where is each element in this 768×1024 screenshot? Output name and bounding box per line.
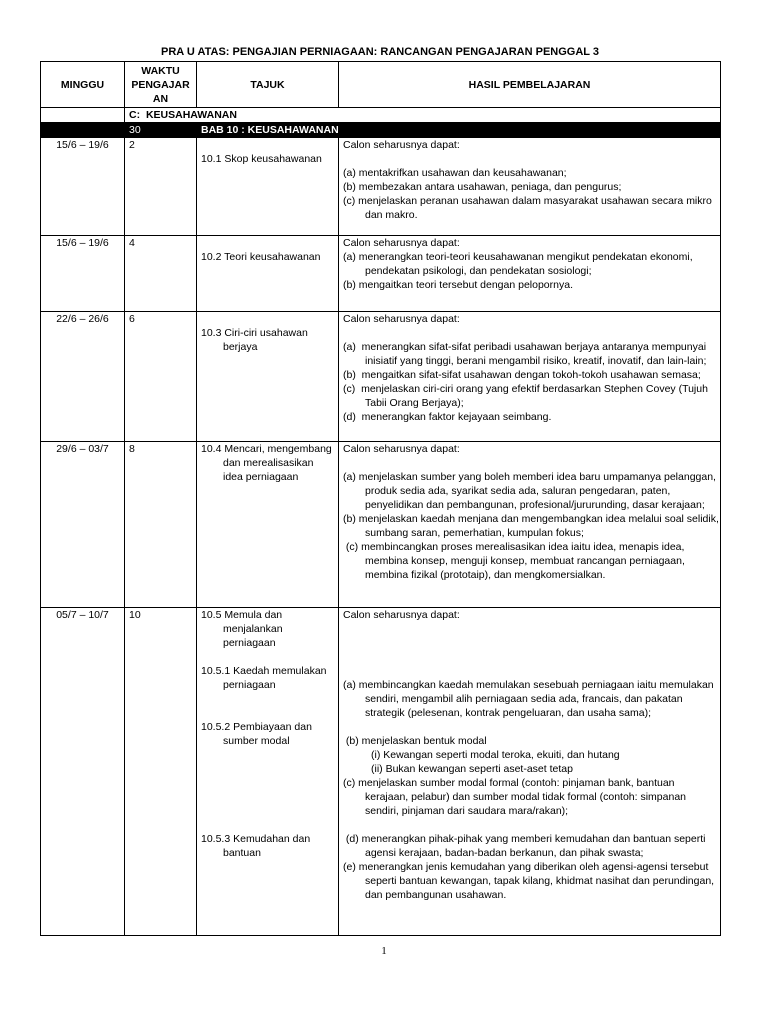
hasil-line: produk sedia ada, syarikat sedia ada, saluran pengedaran, paten, <box>365 485 671 497</box>
hasil-line: (d) menerangkan faktor kejayaan seimbang. <box>343 411 552 423</box>
tajuk-line: 10.5.3 Kemudahan dan <box>201 833 311 845</box>
hasil-line <box>343 326 716 340</box>
minggu-cell: 15/6 – 19/6 <box>41 138 125 236</box>
tajuk-line: 10.3 Ciri-ciri usahawan <box>201 327 308 339</box>
table-row <box>41 312 721 442</box>
header-minggu: MINGGU <box>41 62 125 108</box>
hasil-line: (c) membincangkan proses merealisasikan idea iaitu idea, menapis idea, <box>343 541 685 553</box>
hasil-line: membina konsep, menguji konsep, membuat rancangan perniagaan, <box>365 555 685 567</box>
tajuk-line: berjaya <box>223 341 258 353</box>
minggu-cell: 05/7 – 10/7 <box>41 608 125 936</box>
table-row <box>41 608 721 936</box>
hasil-line: sendiri, mengambil alih perniagaan sedia ada, francais, dan pakatan <box>365 693 683 705</box>
tajuk-line: 10.5.1 Kaedah memulakan <box>201 665 327 677</box>
tajuk-line <box>201 776 334 790</box>
minggu-cell: 22/6 – 26/6 <box>41 312 125 442</box>
tajuk-line <box>201 804 334 818</box>
hasil-line: Calon seharusnya dapat: <box>343 313 460 325</box>
lesson-plan-table <box>40 61 721 936</box>
hasil-line: agensi kerajaan, badan-badan berkanun, dan pihak swasta; <box>365 847 644 859</box>
hasil-line: (a) menerangkan teori-teori keusahawanan mengikut pendekatan ekonomi, <box>343 251 693 263</box>
tajuk-line: perniagaan <box>223 679 276 691</box>
tajuk-line: 10.5.2 Pembiayaan dan <box>201 721 312 733</box>
hasil-line: dan pembangunan usahawan. <box>365 889 507 901</box>
hasil-line: seperti bantuan kewangan, tapak kilang, khidmat nasihat dan perundingan, <box>365 875 715 887</box>
tajuk-line <box>201 748 334 762</box>
header-hasil-pembelajaran: HASIL PEMBELAJARAN <box>339 62 721 108</box>
bab-title: BAB 10 : KEUSAHAWANAN <box>197 123 721 138</box>
hasil-line: (b) menjelaskan kaedah menjana dan mengembangkan idea melalui soal selidik, <box>343 513 719 525</box>
hasil-pembelajaran-cell <box>339 442 721 608</box>
tajuk-cell <box>197 442 339 608</box>
tajuk-cell <box>197 608 339 936</box>
hasil-line: pendekatan psikologi, dan pendekatan sosiologi; <box>365 265 592 277</box>
tajuk-line: sumber modal <box>223 735 290 747</box>
tajuk-line: 10.2 Teori keusahawanan <box>201 251 321 263</box>
tajuk-line <box>201 650 334 664</box>
hasil-line: Tabii Orang Berjaya); <box>365 397 464 409</box>
header-waktu-line2: PENGAJAR <box>131 78 190 91</box>
tajuk-line: perniagaan <box>223 637 276 649</box>
bab-hours: 30 <box>125 123 197 138</box>
hasil-line: Calon seharusnya dapat: <box>343 609 460 621</box>
hasil-line: Calon seharusnya dapat: <box>343 237 460 249</box>
tajuk-line: dan merealisasikan <box>223 457 314 469</box>
hasil-line <box>343 664 716 678</box>
waktu-cell: 8 <box>125 442 197 608</box>
hasil-line <box>343 152 716 166</box>
hasil-line: Calon seharusnya dapat: <box>343 443 460 455</box>
hasil-line: (b) mengaitkan teori tersebut dengan pelopornya. <box>343 279 573 291</box>
hasil-line: (c) menjelaskan sumber modal formal (contoh: pinjaman bank, bantuan <box>343 777 675 789</box>
tajuk-line <box>201 762 334 776</box>
tajuk-cell <box>197 138 339 236</box>
waktu-cell: 2 <box>125 138 197 236</box>
tajuk-line: 10.1 Skop keusahawanan <box>201 153 322 165</box>
hasil-line <box>343 456 716 470</box>
hasil-line <box>343 636 716 650</box>
hasil-line <box>343 720 716 734</box>
hasil-line: (a) mentakrifkan usahawan dan keusahawanan; <box>343 167 567 179</box>
section-row <box>41 108 721 123</box>
hasil-line <box>343 650 716 664</box>
table-header-row <box>41 62 721 108</box>
hasil-pembelajaran-cell <box>339 236 721 312</box>
tajuk-line <box>201 706 334 720</box>
hasil-line: (c) menjelaskan peranan usahawan dalam masyarakat usahawan secara mikro <box>343 195 712 207</box>
section-label <box>125 108 721 123</box>
hasil-pembelajaran-cell <box>339 312 721 442</box>
waktu-cell: 4 <box>125 236 197 312</box>
hasil-line: (b) membezakan antara usahawan, peniaga, dan pengurus; <box>343 181 622 193</box>
minggu-cell: 15/6 – 19/6 <box>41 236 125 312</box>
tajuk-line: 10.4 Mencari, mengembang <box>201 443 332 455</box>
waktu-cell: 6 <box>125 312 197 442</box>
tajuk-cell <box>197 312 339 442</box>
waktu-cell: 10 <box>125 608 197 936</box>
hasil-line: dan makro. <box>365 209 418 221</box>
section-empty-cell <box>41 108 125 123</box>
hasil-line: (a) menjelaskan sumber yang boleh memberi idea baru umpamanya pelanggan, <box>343 471 716 483</box>
hasil-line: (a) menerangkan sifat-sifat peribadi usahawan berjaya antaranya mempunyai <box>343 341 707 353</box>
tajuk-line <box>201 692 334 706</box>
tajuk-line <box>201 138 334 152</box>
page-number: 1 <box>381 945 387 957</box>
hasil-line: strategik (pelesenan, kontrak pengeluaran, dan usaha sama); <box>365 707 652 719</box>
hasil-line: (b) menjelaskan bentuk modal <box>343 735 487 747</box>
table-row <box>41 236 721 312</box>
hasil-line: (d) menerangkan pihak-pihak yang memberi kemudahan dan bantuan seperti <box>343 833 706 845</box>
hasil-line: sumbang saran, pemerhatian, kumpulan fokus; <box>365 527 584 539</box>
tajuk-line: bantuan <box>223 847 261 859</box>
table-row <box>41 138 721 236</box>
tajuk-line: menjalankan <box>223 623 283 635</box>
hasil-line: inisiatif yang tinggi, berani mengambil risiko, kreatif, inovatif, dan lain-lain; <box>365 355 707 367</box>
hasil-line: (c) menjelaskan ciri-ciri orang yang efektif berdasarkan Stephen Covey (Tujuh <box>343 383 708 395</box>
hasil-line: (b) mengaitkan sifat-sifat usahawan dengan tokoh-tokoh usahawan semasa; <box>343 369 701 381</box>
hasil-line: kerajaan, pelabur) dan sumber modal tidak formal (contoh: simpanan <box>365 791 687 803</box>
hasil-line <box>343 818 716 832</box>
hasil-line: (i) Kewangan seperti modal teroka, ekuiti, dan hutang <box>371 749 620 761</box>
minggu-cell: 29/6 – 03/7 <box>41 442 125 608</box>
header-waktu-line1: WAKTU <box>141 64 180 77</box>
hasil-pembelajaran-cell <box>339 138 721 236</box>
bab-empty-cell <box>41 123 125 138</box>
tajuk-line <box>201 236 334 250</box>
hasil-line: penyelidikan dan pembangunan, profesional/jururunding, dasar kerajaan; <box>365 499 705 511</box>
header-waktu-pengajaran <box>125 62 197 108</box>
tajuk-line <box>201 312 334 326</box>
tajuk-cell <box>197 236 339 312</box>
hasil-line: sendiri, pinjaman dari saudara mara/rakan); <box>365 805 569 817</box>
bab-row <box>41 123 721 138</box>
hasil-line: (ii) Bukan kewangan seperti aset-aset tetap <box>371 763 573 775</box>
hasil-line: membina fizikal (prototaip), dan mengkomersialkan. <box>365 569 606 581</box>
table-row <box>41 442 721 608</box>
tajuk-line: 10.5 Memula dan <box>201 609 283 621</box>
document-title: PRA U ATAS: PENGAJIAN PERNIAGAAN: RANCANGAN PENGAJARAN PENGGAL 3 <box>161 46 599 58</box>
hasil-pembelajaran-cell <box>339 608 721 936</box>
hasil-line: (a) membincangkan kaedah memulakan sesebuah perniagaan iaitu memulakan <box>343 679 714 691</box>
tajuk-line: idea perniagaan <box>223 471 299 483</box>
header-waktu-line3: AN <box>152 92 169 105</box>
hasil-line <box>343 622 716 636</box>
section-name: KEUSAHAWANAN <box>145 109 237 121</box>
header-tajuk: TAJUK <box>197 62 339 108</box>
hasil-line: Calon seharusnya dapat: <box>343 139 460 151</box>
tajuk-line <box>201 790 334 804</box>
section-code: C: <box>129 109 141 121</box>
hasil-line: (e) menerangkan jenis kemudahan yang diberikan oleh agensi-agensi tersebut <box>343 861 709 873</box>
tajuk-line <box>201 818 334 832</box>
